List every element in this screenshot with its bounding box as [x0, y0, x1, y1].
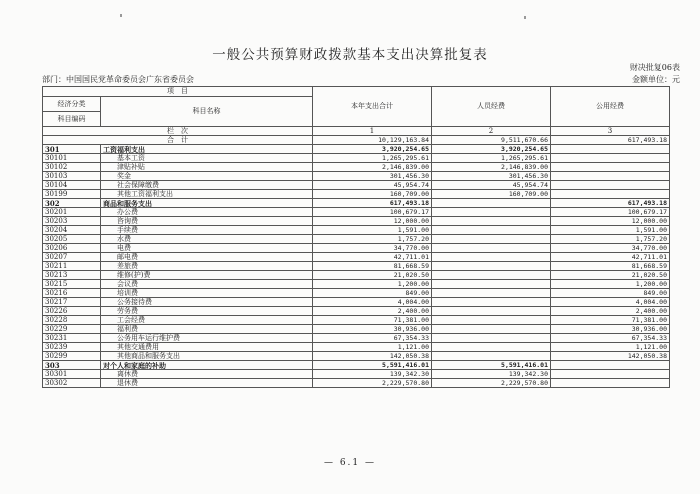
table-row: [43, 217, 670, 226]
column-number-1: 1: [313, 127, 432, 136]
amount-total: 67,354.33: [313, 334, 432, 343]
amount-personnel: 139,342.30: [432, 370, 551, 379]
header-col-public: 公用经费: [551, 87, 670, 127]
amount-personnel: 301,456.30: [432, 172, 551, 181]
subject-code: 30103: [43, 172, 101, 181]
amount-public: 1,121.00: [551, 343, 670, 352]
form-number: 财决批复06表: [629, 63, 680, 72]
amount-total: 3,920,254.65: [313, 145, 432, 154]
table-row: [43, 325, 670, 334]
subject-name: 对个人和家庭的补助: [101, 361, 313, 370]
amount-total: 1,757.20: [313, 235, 432, 244]
subject-code: 30217: [43, 298, 101, 307]
amount-public: 617,493.18: [551, 199, 670, 208]
subject-name: 手续费: [101, 226, 313, 235]
subject-name: 公务用车运行维护费: [101, 334, 313, 343]
subject-name: 劳务费: [101, 307, 313, 316]
table-row: [43, 208, 670, 217]
amount-public: 2,400.00: [551, 307, 670, 316]
subject-name: 基本工资: [101, 154, 313, 163]
subject-code: 30226: [43, 307, 101, 316]
subject-code: 30199: [43, 190, 101, 199]
subject-name: 商品和服务支出: [101, 199, 313, 208]
budget-table: [42, 86, 670, 388]
subject-name: 退休费: [101, 379, 313, 388]
amount-total: 617,493.18: [313, 199, 432, 208]
total-personnel: 9,511,670.66: [432, 136, 551, 145]
amount-personnel: 5,591,416.01: [432, 361, 551, 370]
table-row: [43, 271, 670, 280]
subject-code: 30231: [43, 334, 101, 343]
subject-name: 水费: [101, 235, 313, 244]
subject-code: 30301: [43, 370, 101, 379]
subject-name: 福利费: [101, 325, 313, 334]
subject-code: 30205: [43, 235, 101, 244]
department-label: 部门：中国国民党革命委员会广东省委员会: [42, 75, 194, 84]
header-item: 项 目: [43, 87, 313, 97]
subject-code: 302: [43, 199, 101, 208]
amount-unit: 金额单位：元: [632, 75, 680, 84]
amount-total: 42,711.01: [313, 253, 432, 262]
table-row: [43, 172, 670, 181]
amount-total: 2,400.00: [313, 307, 432, 316]
amount-public: 21,020.50: [551, 271, 670, 280]
subject-name: 邮电费: [101, 253, 313, 262]
subject-code: 30102: [43, 163, 101, 172]
total-row: [43, 136, 670, 145]
amount-public: 42,711.01: [551, 253, 670, 262]
amount-personnel: 160,709.00: [432, 190, 551, 199]
subject-code: 30302: [43, 379, 101, 388]
column-number-row: [43, 127, 670, 136]
amount-public: 34,770.00: [551, 244, 670, 253]
amount-personnel: 1,265,295.61: [432, 154, 551, 163]
subject-code: 303: [43, 361, 101, 370]
header-econ-class: 经济分类: [43, 97, 101, 112]
amount-personnel: [432, 352, 551, 361]
amount-personnel: [432, 217, 551, 226]
amount-total: 2,146,839.00: [313, 163, 432, 172]
amount-total: 71,381.00: [313, 316, 432, 325]
subject-code: 30239: [43, 343, 101, 352]
table-row: [43, 163, 670, 172]
amount-personnel: 2,146,839.00: [432, 163, 551, 172]
amount-personnel: [432, 244, 551, 253]
header-subject-code: 科目编码: [43, 112, 101, 127]
amount-total: 45,954.74: [313, 181, 432, 190]
amount-personnel: [432, 271, 551, 280]
amount-total: 5,591,416.01: [313, 361, 432, 370]
table-row: [43, 334, 670, 343]
subject-name: 培训费: [101, 289, 313, 298]
header-col-personnel: 人员经费: [432, 87, 551, 127]
subject-name: 其他工资福利支出: [101, 190, 313, 199]
subject-code: 30201: [43, 208, 101, 217]
table-row: [43, 190, 670, 199]
amount-personnel: [432, 235, 551, 244]
amount-public: [551, 361, 670, 370]
amount-personnel: [432, 262, 551, 271]
amount-public: [551, 190, 670, 199]
amount-personnel: [432, 298, 551, 307]
amount-public: [551, 163, 670, 172]
amount-total: 1,200.00: [313, 280, 432, 289]
amount-public: 4,004.00: [551, 298, 670, 307]
subject-code: 30216: [43, 289, 101, 298]
total-label: 合 计: [43, 136, 313, 145]
subject-name: 社会保障缴费: [101, 181, 313, 190]
subject-name: 奖金: [101, 172, 313, 181]
amount-public: [551, 379, 670, 388]
amount-personnel: [432, 280, 551, 289]
subject-name: 差旅费: [101, 262, 313, 271]
amount-public: 1,591.00: [551, 226, 670, 235]
amount-public: [551, 154, 670, 163]
subject-code: 30213: [43, 271, 101, 280]
amount-total: 81,668.59: [313, 262, 432, 271]
subject-code: 30211: [43, 262, 101, 271]
subject-code: 30207: [43, 253, 101, 262]
amount-public: 142,050.38: [551, 352, 670, 361]
table-row: [43, 154, 670, 163]
subject-name: 会议费: [101, 280, 313, 289]
subject-name: 其他交通费用: [101, 343, 313, 352]
table-row: [43, 361, 670, 370]
amount-total: 139,342.30: [313, 370, 432, 379]
amount-total: 301,456.30: [313, 172, 432, 181]
amount-total: 2,229,570.80: [313, 379, 432, 388]
subject-code: 30215: [43, 280, 101, 289]
header-row-item: [43, 87, 670, 97]
scan-speck: [524, 16, 526, 19]
amount-personnel: [432, 325, 551, 334]
table-row: [43, 307, 670, 316]
amount-total: 160,709.00: [313, 190, 432, 199]
subject-code: 30203: [43, 217, 101, 226]
amount-public: [551, 145, 670, 154]
subject-code: 30228: [43, 316, 101, 325]
subject-code: 30299: [43, 352, 101, 361]
amount-personnel: [432, 226, 551, 235]
amount-total: 12,000.00: [313, 217, 432, 226]
subject-code: 30101: [43, 154, 101, 163]
amount-personnel: 3,920,254.65: [432, 145, 551, 154]
subject-name: 工资福利支出: [101, 145, 313, 154]
table-row: [43, 244, 670, 253]
amount-personnel: [432, 343, 551, 352]
table-row: [43, 280, 670, 289]
subject-name: 津贴补贴: [101, 163, 313, 172]
total-amount: 10,129,163.84: [313, 136, 432, 145]
amount-total: 34,770.00: [313, 244, 432, 253]
subject-code: 30229: [43, 325, 101, 334]
header-col-total: 本年支出合计: [313, 87, 432, 127]
amount-public: [551, 172, 670, 181]
column-number-2: 2: [432, 127, 551, 136]
amount-public: [551, 370, 670, 379]
subject-name: 离休费: [101, 370, 313, 379]
amount-total: 849.00: [313, 289, 432, 298]
amount-total: 4,004.00: [313, 298, 432, 307]
amount-personnel: [432, 316, 551, 325]
table-row: [43, 289, 670, 298]
header-subject-name: 科目名称: [101, 97, 313, 127]
subject-name: 维修(护)费: [101, 271, 313, 280]
table-row: [43, 145, 670, 154]
amount-personnel: [432, 307, 551, 316]
subject-name: 公务接待费: [101, 298, 313, 307]
subject-name: 工会经费: [101, 316, 313, 325]
column-number-label: 栏 次: [43, 127, 313, 136]
amount-total: 1,265,295.61: [313, 154, 432, 163]
table-row: [43, 352, 670, 361]
amount-total: 21,020.50: [313, 271, 432, 280]
page-number: — 6.1 —: [323, 458, 377, 468]
table-row: [43, 298, 670, 307]
amount-public: 1,200.00: [551, 280, 670, 289]
subject-code: 30104: [43, 181, 101, 190]
table-row: [43, 226, 670, 235]
amount-personnel: [432, 199, 551, 208]
document-title: 一般公共预算财政拨款基本支出决算批复表: [212, 47, 488, 63]
table-row: [43, 262, 670, 271]
amount-public: 849.00: [551, 289, 670, 298]
table-row: [43, 199, 670, 208]
table-row: [43, 343, 670, 352]
amount-total: 100,679.17: [313, 208, 432, 217]
amount-public: 30,936.00: [551, 325, 670, 334]
amount-public: 67,354.33: [551, 334, 670, 343]
amount-public: [551, 181, 670, 190]
amount-personnel: [432, 289, 551, 298]
amount-total: 142,050.38: [313, 352, 432, 361]
table-row: [43, 379, 670, 388]
amount-personnel: [432, 208, 551, 217]
subject-code: 30204: [43, 226, 101, 235]
amount-personnel: 2,229,570.80: [432, 379, 551, 388]
amount-personnel: [432, 253, 551, 262]
subject-code: 30206: [43, 244, 101, 253]
amount-personnel: 45,954.74: [432, 181, 551, 190]
amount-public: 12,000.00: [551, 217, 670, 226]
table-row: [43, 370, 670, 379]
amount-public: 81,668.59: [551, 262, 670, 271]
scan-speck: [120, 14, 122, 17]
amount-total: 1,121.00: [313, 343, 432, 352]
table-row: [43, 235, 670, 244]
total-public: 617,493.18: [551, 136, 670, 145]
amount-public: 100,679.17: [551, 208, 670, 217]
subject-name: 其他商品和服务支出: [101, 352, 313, 361]
amount-total: 1,591.00: [313, 226, 432, 235]
column-number-3: 3: [551, 127, 670, 136]
amount-personnel: [432, 334, 551, 343]
subject-name: 电费: [101, 244, 313, 253]
amount-public: 71,381.00: [551, 316, 670, 325]
table-row: [43, 316, 670, 325]
amount-total: 30,936.00: [313, 325, 432, 334]
amount-public: 1,757.20: [551, 235, 670, 244]
subject-name: 办公费: [101, 208, 313, 217]
table-row: [43, 253, 670, 262]
subject-code: 301: [43, 145, 101, 154]
subject-name: 咨询费: [101, 217, 313, 226]
table-row: [43, 181, 670, 190]
